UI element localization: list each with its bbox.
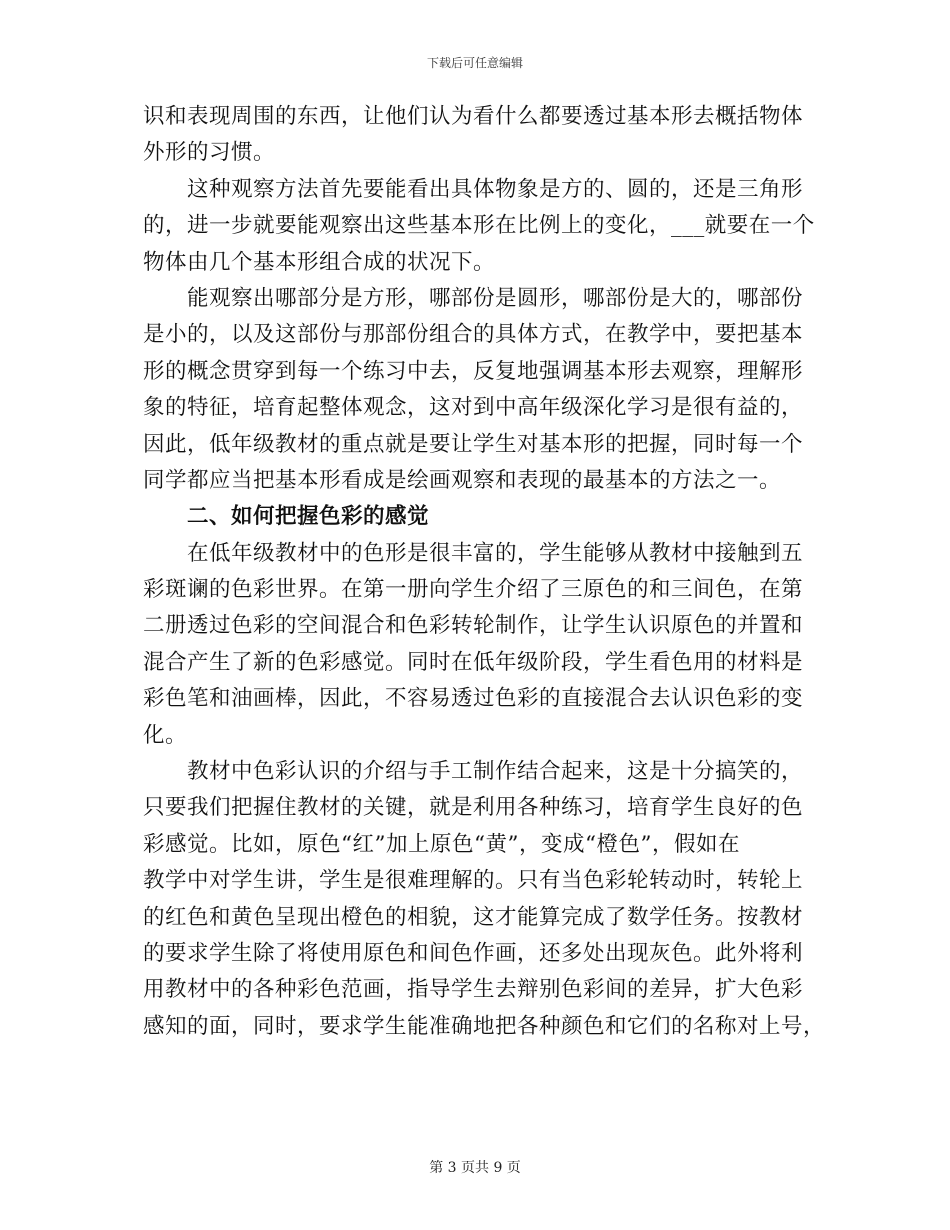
text-line: 能观察出哪部分是方形，哪部份是圆形，哪部份是大的，哪部份 [187, 285, 804, 311]
text-line: 因此，低年级教材的重点就是要让学生对基本形的把握，同时每一个 [143, 431, 804, 457]
text-line: 的要求学生除了将使用原色和间色作画，还多处出现灰色。此外将利 [143, 940, 804, 966]
document-body [143, 99, 826, 1045]
text-line: 外形的习惯。 [143, 140, 276, 166]
text-line: 彩色笔和油画棒，因此，不容易透过色彩的直接混合去认识色彩的变 [143, 686, 804, 712]
text-line: 用教材中的各种彩色范画，指导学生去辩别色彩间的差异，扩大色彩 [143, 977, 804, 1003]
text-line: 化。 [143, 722, 188, 748]
text-line: 的，进一步就要能观察出这些基本形在比例上的变化，___就要在一个 [143, 213, 815, 239]
page-footer: 第 3 页共 9 页 [429, 1160, 521, 1176]
text-line: 彩斑谰的色彩世界。在第一册向学生介绍了三原色的和三间色，在第 [143, 577, 804, 603]
text-line: 只要我们把握住教材的关键，就是利用各种练习，培育学生良好的色 [143, 795, 804, 821]
text-line: 同学都应当把基本形看成是绘画观察和表现的最基本的方法之一。 [143, 467, 782, 493]
text-line: 形的概念贯穿到每一个练习中去，反复地强调基本形去观察，理解形 [143, 358, 804, 384]
text-line: 彩感觉。比如，原色“红”加上原色“黄”，变成“橙色”，假如在 [143, 831, 740, 857]
text-line: 二册透过色彩的空间混合和色彩转轮制作，让学生认识原色的并置和 [143, 613, 804, 639]
text-line: 是小的，以及这部份与那部份组合的具体方式，在教学中，要把基本 [143, 322, 804, 348]
text-line: 教学中对学生讲，学生是很难理解的。只有当色彩轮转动时，转轮上 [143, 868, 804, 894]
text-line: 物体由几个基本形组合成的状况下。 [143, 249, 496, 275]
text-line: 象的特征，培育起整体观念，这对到中高年级深化学习是很有益的， [143, 395, 804, 421]
text-line: 感知的面，同时，要求学生能准确地把各种颜色和它们的名称对上号， [143, 1013, 826, 1039]
text-line: 这种观察方法首先要能看出具体物象是方的、圆的，还是三角形 [187, 176, 804, 202]
section-heading: 二、如何把握色彩的感觉 [187, 504, 430, 530]
text-line: 混合产生了新的色彩感觉。同时在低年级阶段，学生看色用的材料是 [143, 649, 804, 675]
text-line: 的红色和黄色呈现出橙色的相貌，这才能算完成了数学任务。按教材 [143, 904, 804, 930]
text-line: 识和表现周围的东西，让他们认为看什么都要透过基本形去概括物体 [143, 104, 804, 129]
text-line: 在低年级教材中的色形是很丰富的，学生能够从教材中接触到五 [187, 540, 804, 566]
text-line: 教材中色彩认识的介绍与手工制作结合起来，这是十分搞笑的， [187, 759, 804, 785]
page-header: 下载后可任意编辑 [426, 56, 523, 70]
